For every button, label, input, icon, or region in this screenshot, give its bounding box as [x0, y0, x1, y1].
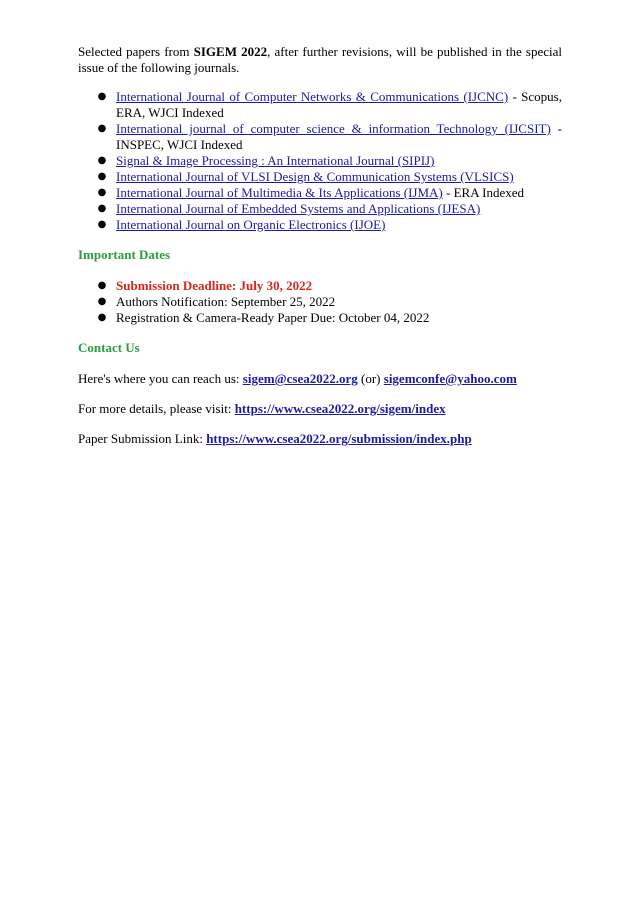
email-link-secondary[interactable]: sigemconfe@yahoo.com [383, 371, 517, 386]
registration-due: Registration & Camera-Ready Paper Due: October 04, 2022 [116, 310, 430, 325]
authors-notification: Authors Notification: September 25, 2022 [116, 294, 336, 309]
bullet-icon: ● [97, 296, 107, 307]
email-link-primary[interactable]: sigem@csea2022.org [242, 371, 358, 386]
submission-prefix: Paper Submission Link: [78, 431, 207, 446]
journal-item-ijcnc [78, 89, 562, 121]
bullet-icon: ● [97, 91, 107, 102]
bullet-icon: ● [97, 203, 107, 214]
journal-link-ijcnc[interactable]: International Journal of Computer Networks & Communications (IJCNC) [116, 89, 509, 104]
journal-item-vlsics [78, 169, 562, 185]
or-text: (or) [357, 371, 384, 386]
submission-deadline: Submission Deadline: July 30, 2022 [116, 278, 313, 293]
important-dates-list [78, 278, 562, 326]
bullet-icon: ● [97, 280, 107, 291]
bullet-icon: ● [97, 123, 107, 134]
bullet-icon: ● [97, 219, 107, 230]
important-dates-heading: Important Dates [78, 247, 171, 262]
journal-item-sipij [78, 153, 562, 169]
journal-item-ijoe [78, 217, 562, 233]
bullet-icon: ● [97, 155, 107, 166]
journal-link-ijesa[interactable]: International Journal of Embedded Systems and Applications (IJESA) [116, 201, 481, 216]
bullet-icon: ● [97, 187, 107, 198]
submission-line [78, 431, 562, 447]
bullet-icon: ● [97, 312, 107, 323]
intro-paragraph [78, 44, 562, 76]
contact-email-line [78, 371, 562, 387]
contact-heading: Contact Us [78, 340, 140, 355]
journal-link-sipij[interactable]: Signal & Image Processing : An International Journal (SIPIJ) [116, 153, 435, 168]
journal-item-ijma [78, 185, 562, 201]
date-item-notification [78, 294, 562, 310]
journal-link-ijoe[interactable]: International Journal on Organic Electronics (IJOE) [116, 217, 386, 232]
journal-item-ijesa [78, 201, 562, 217]
details-prefix: For more details, please visit: [78, 401, 235, 416]
date-item-registration [78, 310, 562, 326]
document-page [78, 44, 562, 461]
journal-item-ijcsit [78, 121, 562, 153]
conference-name: SIGEM 2022 [193, 44, 268, 59]
intro-text-pre: Selected papers from [78, 44, 194, 59]
journal-link-vlsics[interactable]: International Journal of VLSI Design & Communication Systems (VLSICS) [116, 169, 514, 184]
reach-prefix: Here's where you can reach us: [78, 371, 243, 386]
journal-link-ijma[interactable]: International Journal of Multimedia & Its Applications (IJMA) [116, 185, 443, 200]
journal-link-ijcsit[interactable]: International journal of computer science & information Technology (IJCSIT) [116, 121, 551, 136]
bullet-icon: ● [97, 171, 107, 182]
date-item-submission [78, 278, 562, 294]
journal-list [78, 89, 562, 233]
details-link[interactable]: https://www.csea2022.org/sigem/index [234, 401, 446, 416]
journal-suffix: - ERA Indexed [442, 185, 524, 200]
journal-suffix: - Scopus, ERA, WJCI Indexed [116, 89, 562, 120]
details-line [78, 401, 562, 417]
submission-link[interactable]: https://www.csea2022.org/submission/index.php [206, 431, 472, 446]
journal-suffix: - INSPEC, WJCI Indexed [116, 121, 562, 152]
intro-text-post: , after further revisions, will be published in the special issue of the following journals. [78, 44, 563, 75]
